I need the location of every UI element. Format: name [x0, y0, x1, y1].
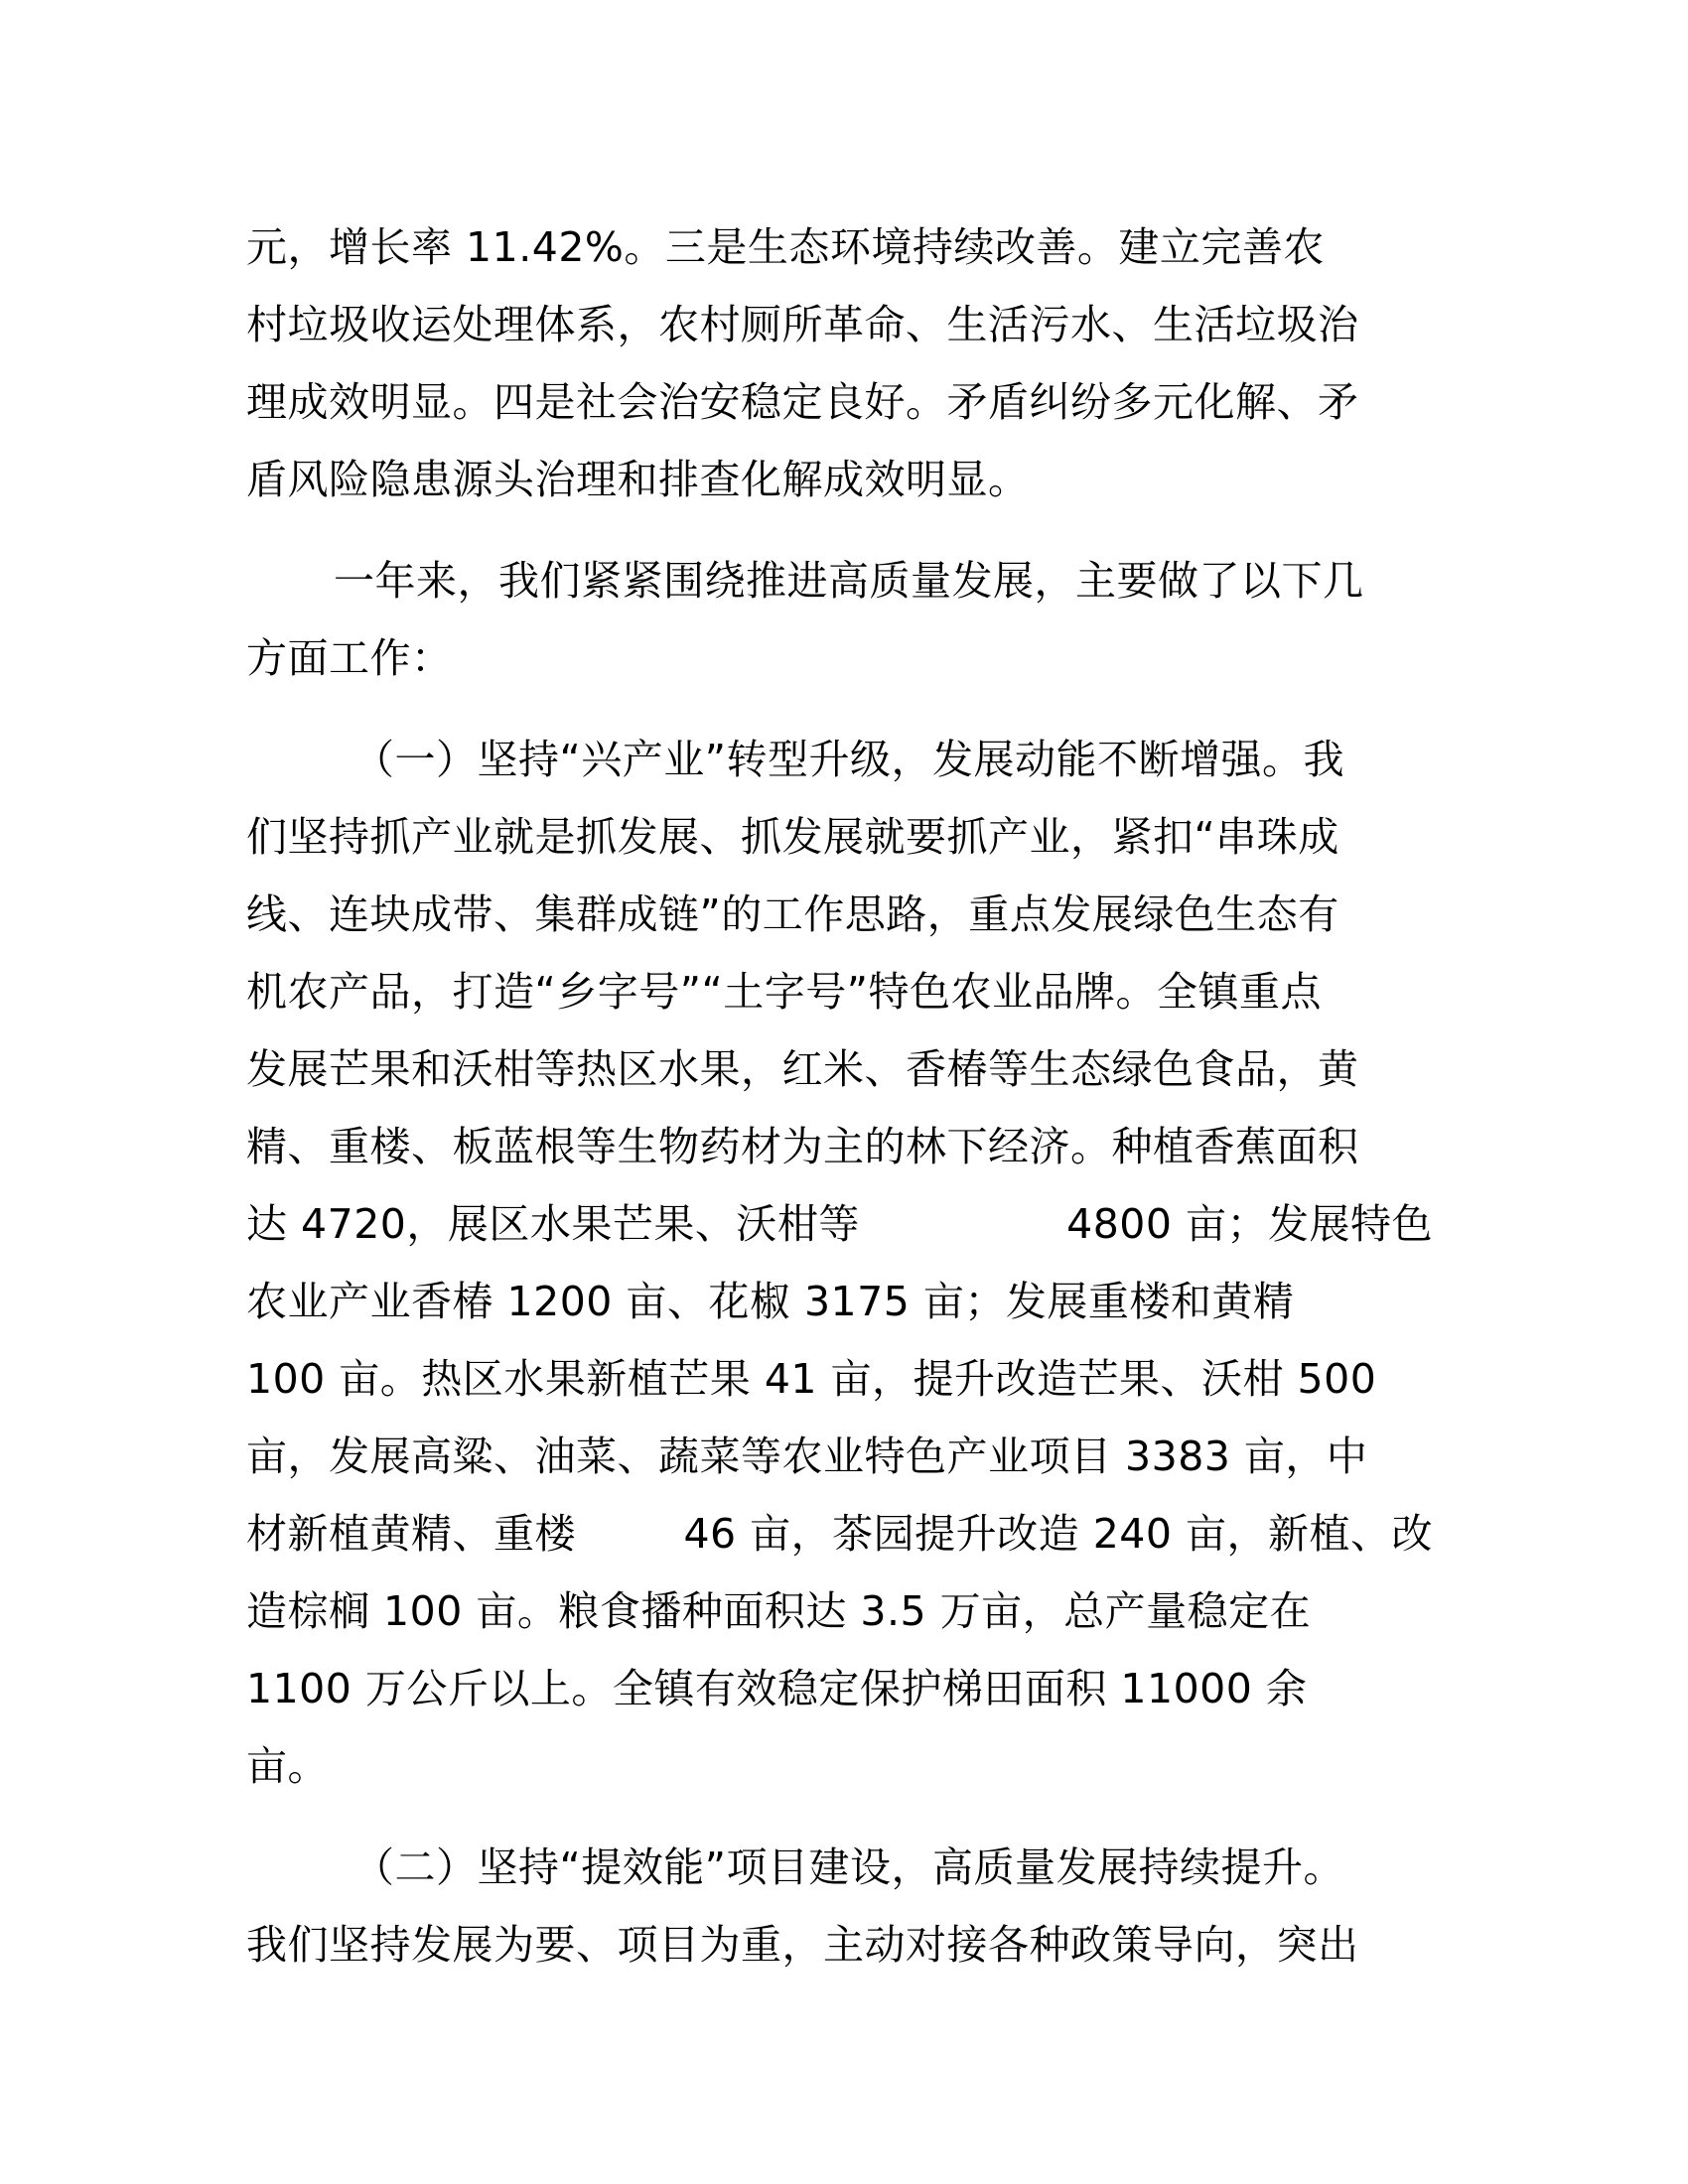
text-line: 100 亩。热区水果新植芒果 41 亩，提升改造芒果、沃柑 500	[246, 1355, 1377, 1403]
text-line: 我们坚持发展为要、项目为重，主动对接各种政策导向，突出	[246, 1921, 1359, 1969]
paragraph-industry-upgrade	[246, 721, 1433, 1805]
text-segment: 46 亩，茶园提升改造 240 亩，新植、改	[683, 1510, 1433, 1558]
text-line: 盾风险隐患源头治理和排查化解成效明显。	[246, 456, 1030, 503]
text-segment: 达 4720，展区水果芒果、沃柑等	[246, 1200, 860, 1248]
text-line-split	[246, 1495, 1433, 1572]
text-line: 方面工作：	[246, 634, 453, 682]
text-line: 理成效明显。四是社会治安稳定良好。矛盾纠纷多元化解、矛	[246, 378, 1359, 426]
paragraph-work-intro	[246, 542, 1433, 697]
section-heading-line: （二）坚持“提效能”项目建设，高质量发展持续提升。	[353, 1843, 1344, 1891]
text-line: 村垃圾收运处理体系，农村厕所革命、生活污水、生活垃圾治	[246, 301, 1359, 348]
text-line: 一年来，我们紧紧围绕推进高质量发展，主要做了以下几	[334, 557, 1364, 605]
text-line: 线、连块成带、集群成链”的工作思路，重点发展绿色生态有	[246, 890, 1339, 938]
text-line: 农业产业香椿 1200 亩、花椒 3175 亩；发展重楼和黄精	[246, 1278, 1295, 1325]
text-line: 们坚持抓产业就是抓发展、抓发展就要抓产业，紧扣“串珠成	[246, 813, 1339, 861]
text-line: 精、重楼、板蓝根等生物药材为主的林下经济。种植香蕉面积	[246, 1123, 1359, 1170]
text-line: 亩。	[246, 1742, 329, 1790]
text-line: 发展芒果和沃柑等热区水果，红米、香椿等生态绿色食品，黄	[246, 1045, 1359, 1093]
document-page	[246, 208, 1433, 1983]
text-line: 亩，发展高粱、油菜、蔬菜等农业特色产业项目 3383 亩，中	[246, 1433, 1368, 1480]
text-line-split	[246, 1185, 1433, 1263]
paragraph-project-construction	[246, 1829, 1433, 1983]
text-line: 机农产品，打造“乡字号”“土字号”特色农业品牌。全镇重点	[246, 968, 1322, 1016]
text-line: 元，增长率 11.42%。三是生态环境持续改善。建立完善农	[246, 223, 1325, 271]
text-segment: 4800 亩；发展特色	[1066, 1200, 1433, 1248]
text-line: 造棕榈 100 亩。粮食播种面积达 3.5 万亩，总产量稳定在	[246, 1587, 1312, 1635]
section-heading-line: （一）坚持“兴产业”转型升级，发展动能不断增强。我	[353, 736, 1344, 783]
text-line: 1100 万公斤以上。全镇有效稳定保护梯田面积 11000 余	[246, 1665, 1308, 1712]
text-segment: 材新植黄精、重楼	[246, 1510, 576, 1558]
paragraph-results-summary	[246, 208, 1433, 518]
